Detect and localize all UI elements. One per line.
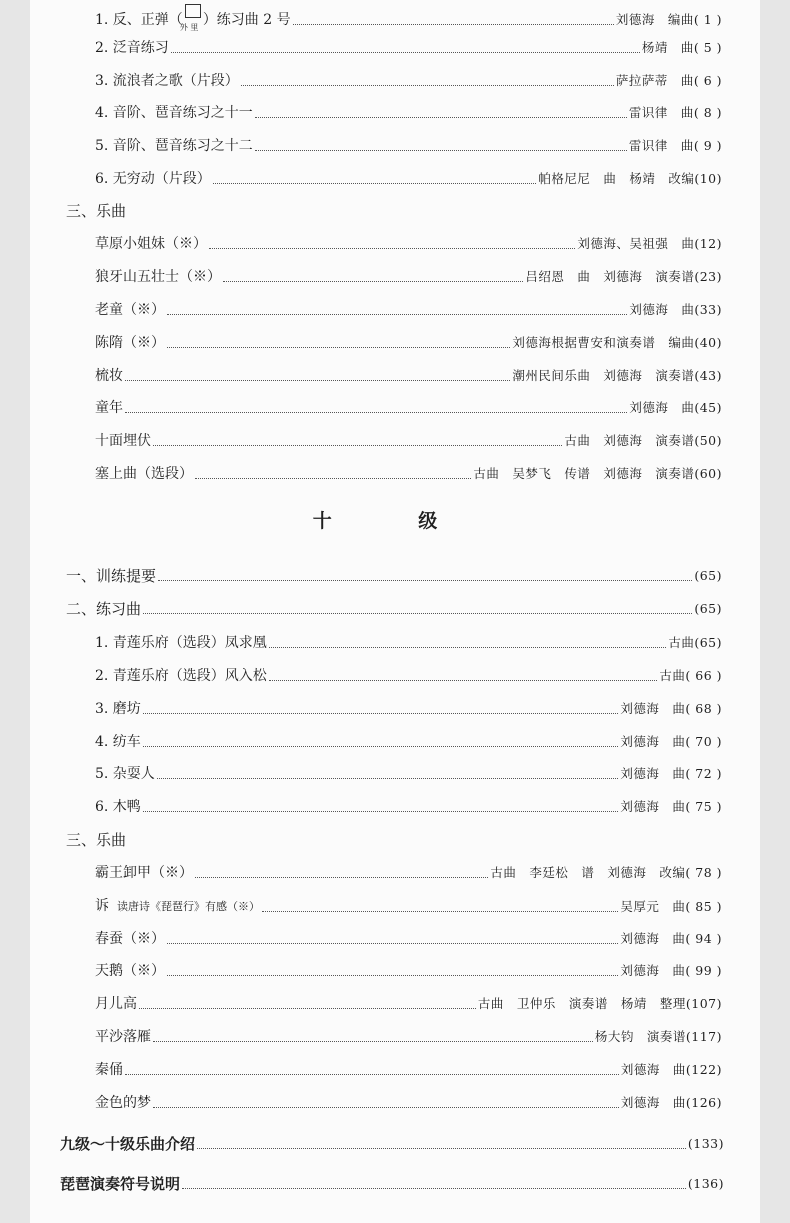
entry-page: (65)	[694, 601, 722, 616]
leader-dots	[269, 680, 658, 681]
entry-credit: 古曲(65)	[668, 635, 722, 650]
toc-entry	[95, 235, 722, 253]
entry-title: 5. 杂耍人	[95, 766, 155, 782]
leader-dots	[223, 281, 523, 282]
entry-credit: 刘德海 编曲( 1 )	[615, 12, 722, 27]
section-title: 三、乐曲	[66, 202, 127, 220]
toc-entry	[95, 399, 722, 417]
entry-title: 九级～十级乐曲介绍	[60, 1135, 196, 1153]
toc-entry	[95, 962, 722, 980]
entry-title: 2. 青莲乐府（选段）风入松	[95, 668, 267, 684]
entry-page: (65)	[694, 568, 722, 583]
entry-credit: 杨大钧 演奏谱(117)	[594, 1029, 722, 1044]
entry-credit: 刘德海 曲(126)	[620, 1095, 722, 1110]
leader-dots	[182, 1188, 686, 1189]
toc-entry	[95, 897, 722, 916]
leader-dots	[195, 478, 471, 479]
entry-credit: 古曲 吴梦飞 传谱 刘德海 演奏谱(60)	[473, 466, 722, 481]
entry-credit: 潮州民间乐曲 刘德海 演奏谱(43)	[512, 368, 722, 383]
leader-dots	[125, 1074, 619, 1075]
toc-entry	[95, 864, 722, 882]
entry-credit: 吕绍恩 曲 刘德海 演奏谱(23)	[525, 269, 722, 284]
entry-title: 3. 流浪者之歌（片段）	[95, 73, 239, 89]
entry-title: 二、练习曲	[66, 600, 142, 618]
entry-page: (136)	[687, 1176, 724, 1191]
leader-dots	[209, 248, 575, 249]
entry-title: 3. 磨坊	[95, 701, 141, 717]
entry-credit: 刘德海 曲( 99 )	[620, 963, 722, 978]
leader-dots	[139, 1008, 476, 1009]
leader-dots	[158, 580, 692, 581]
leader-dots	[255, 117, 627, 118]
leader-dots	[167, 347, 510, 348]
entry-title: 金色的梦	[95, 1095, 151, 1111]
entry-credit: 刘德海 曲( 94 )	[620, 931, 722, 946]
leader-dots	[197, 1148, 686, 1149]
leader-dots	[269, 647, 667, 648]
toc-appendix-entry	[60, 1175, 724, 1193]
entry-title: 童年	[95, 400, 123, 416]
toc-entry	[95, 1028, 722, 1046]
leader-dots	[293, 24, 614, 25]
toc-entry	[95, 4, 722, 32]
entry-page: (133)	[687, 1136, 724, 1151]
toc-entry	[95, 268, 722, 286]
leader-dots	[143, 746, 619, 747]
leader-dots	[143, 811, 619, 812]
entry-credit: 古曲 李廷松 谱 刘德海 改编( 78 )	[490, 865, 722, 880]
entry-title: 老童（※）	[95, 302, 165, 318]
entry-title: 琵琶演奏符号说明	[60, 1175, 181, 1193]
finger-box-icon: 外 里	[185, 4, 201, 18]
entry-credit: 刘德海 曲( 72 )	[620, 766, 722, 781]
entry-credit: 刘德海 曲( 75 )	[620, 799, 722, 814]
entry-credit: 吴厚元 曲( 85 )	[620, 899, 722, 914]
leader-dots	[125, 412, 627, 413]
entry-title: 4. 纺车	[95, 734, 141, 750]
toc-entry	[95, 367, 722, 385]
entry-title: 6. 无穷动（片段）	[95, 171, 211, 187]
entry-credit: 刘德海 曲( 68 )	[620, 701, 722, 716]
toc-appendix-entry	[60, 1135, 724, 1153]
entry-title: 陈隋（※）	[95, 335, 165, 351]
toc-entry	[95, 1061, 722, 1079]
entry-title: 5. 音阶、琶音练习之十二	[95, 138, 253, 154]
toc-entry	[95, 700, 722, 718]
entry-title: 霸王卸甲（※）	[95, 865, 193, 881]
entry-title: 梳妆	[95, 368, 123, 384]
entry-title: 狼牙山五壮士（※）	[95, 269, 221, 285]
level-heading: 十 级	[312, 510, 478, 532]
toc-entry	[95, 465, 722, 483]
entry-credit: 萨拉萨蒂 曲( 6 )	[615, 73, 722, 88]
leader-dots	[153, 1041, 593, 1042]
entry-title: 1. 反、正弹（ 外 里 ）练习曲 2 号	[95, 4, 291, 29]
leader-dots	[171, 52, 640, 53]
entry-title: 2. 泛音练习	[95, 40, 169, 56]
leader-dots	[241, 85, 614, 86]
entry-credit: 刘德海 曲(33)	[629, 302, 722, 317]
leader-dots	[143, 713, 619, 714]
entry-title: 6. 木鸭	[95, 799, 141, 815]
entry-title: 4. 音阶、琶音练习之十一	[95, 105, 253, 121]
leader-dots	[143, 613, 692, 614]
leader-dots	[213, 183, 537, 184]
entry-credit: 刘德海 曲(45)	[629, 400, 722, 415]
entry-credit: 雷识律 曲( 8 )	[628, 105, 722, 120]
entry-credit: 刘德海根据曹安和演奏谱 编曲(40)	[512, 335, 722, 350]
leader-dots	[153, 1107, 619, 1108]
entry-credit: 古曲( 66 )	[659, 668, 722, 683]
toc-entry	[95, 72, 722, 90]
leader-dots	[167, 975, 618, 976]
entry-subtitle: 读唐诗《琵琶行》有感（※）	[117, 900, 260, 913]
toc-entry	[95, 334, 722, 352]
toc-entry	[95, 432, 722, 450]
toc-entry	[95, 798, 722, 816]
entry-title: 十面埋伏	[95, 433, 151, 449]
toc-entry	[95, 137, 722, 155]
entry-title: 一、训练提要	[66, 567, 157, 585]
entry-title: 塞上曲（选段）	[95, 466, 193, 482]
entry-credit: 刘德海 曲( 70 )	[620, 734, 722, 749]
entry-title: 1. 青莲乐府（选段）凤求凰	[95, 635, 267, 651]
entry-title: 秦俑	[95, 1062, 123, 1078]
entry-title: 草原小姐妹（※）	[95, 236, 207, 252]
toc-entry	[95, 1094, 722, 1112]
entry-credit: 刘德海、吴祖强 曲(12)	[577, 236, 722, 251]
leader-dots	[167, 314, 627, 315]
entry-title: 春蚕（※）	[95, 931, 165, 947]
toc-entry	[95, 39, 722, 57]
entry-credit: 杨靖 曲( 5 )	[641, 40, 722, 55]
toc-entry	[95, 765, 722, 783]
section-title: 三、乐曲	[66, 831, 127, 849]
leader-dots	[255, 150, 627, 151]
toc-entry	[95, 995, 722, 1013]
toc-entry	[95, 634, 722, 652]
entry-credit: 帕格尼尼 曲 杨靖 改编(10)	[538, 171, 722, 186]
entry-credit: 古曲 卫仲乐 演奏谱 杨靖 整理(107)	[477, 996, 722, 1011]
entry-title: 天鹅（※）	[95, 963, 165, 979]
toc-entry	[95, 667, 722, 685]
leader-dots	[167, 943, 618, 944]
toc-entry	[95, 930, 722, 948]
toc-section-entry	[66, 600, 722, 618]
entry-credit: 刘德海 曲(122)	[620, 1062, 722, 1077]
toc-entry	[95, 301, 722, 319]
toc-entry	[95, 104, 722, 122]
entry-title: 月儿高	[95, 996, 137, 1012]
leader-dots	[195, 877, 488, 878]
entry-credit: 雷识律 曲( 9 )	[628, 138, 722, 153]
leader-dots	[125, 380, 510, 381]
entry-credit: 古曲 刘德海 演奏谱(50)	[564, 433, 722, 448]
leader-dots	[262, 911, 618, 912]
leader-dots	[153, 445, 562, 446]
toc-section-entry	[66, 567, 722, 585]
entry-title: 平沙落雁	[95, 1029, 151, 1045]
leader-dots	[157, 778, 619, 779]
entry-title: 诉 读唐诗《琵琶行》有感（※）	[95, 898, 260, 914]
toc-entry	[95, 170, 722, 188]
toc-entry	[95, 733, 722, 751]
